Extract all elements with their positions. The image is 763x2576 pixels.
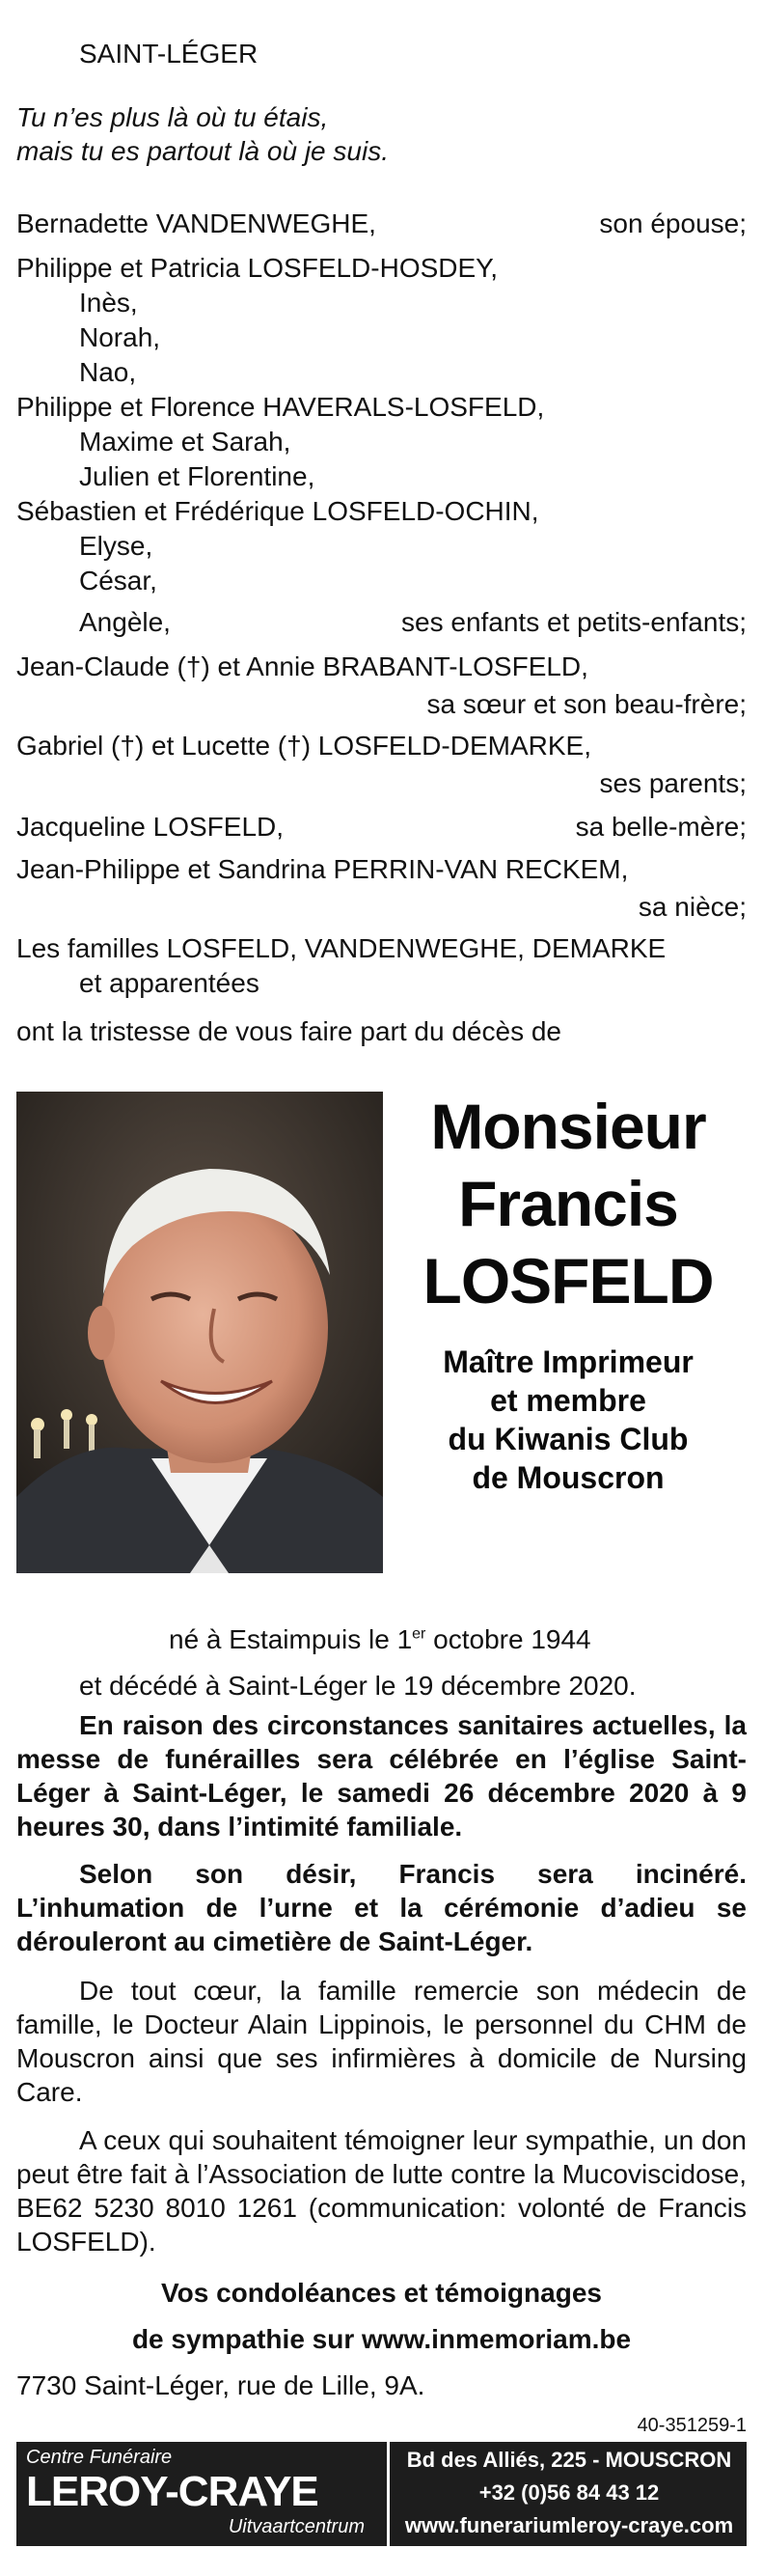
funeral-home-footer <box>16 2442 747 2546</box>
family-name: Philippe et Patricia LOSFELD-HOSDEY, <box>16 253 499 283</box>
footer-divider <box>387 2442 390 2546</box>
condolences-line-1: Vos condoléances et témoignages <box>161 2278 602 2308</box>
home-address: 7730 Saint-Léger, rue de Lille, 9A. <box>16 2370 425 2400</box>
cremation-paragraph: Selon son désir, Francis sera incinéré. L’inhumation de l’urne et la cérémonie d’adieu se dérouleront au cimetière de Saint-Léger. <box>16 1859 747 1956</box>
family-name: Julien et Florentine, <box>79 461 315 491</box>
footer-website: www.funerariumleroy-craye.com <box>404 2513 734 2537</box>
family-role: sa belle-mère; <box>575 812 747 842</box>
family-name: Norah, <box>79 322 161 352</box>
birth-suffix: octobre 1944 <box>425 1624 591 1654</box>
family-role: sa nièce; <box>638 892 747 922</box>
family-name: Maxime et Sarah, <box>79 427 291 457</box>
deceased-description: du Kiwanis Club <box>448 1422 689 1456</box>
death-line: et décédé à Saint-Léger le 19 décembre 2020. <box>79 1671 637 1701</box>
family-name: Les familles LOSFELD, VANDENWEGHE, DEMARKE <box>16 933 667 963</box>
announcement: ont la tristesse de vous faire part du décès de <box>16 1016 561 1046</box>
family-name: César, <box>79 566 157 596</box>
family-name: et apparentées <box>79 968 259 998</box>
birth-line <box>169 1626 591 1653</box>
thanks-paragraph: De tout cœur, la famille remercie son médecin de famille, le Docteur Alain Lippinois, le personnel du CHM de Mouscron ainsi que ses infirmières à domicile de Nursing Care. <box>16 1976 747 2107</box>
family-name: Inès, <box>79 288 138 318</box>
deceased-last-name: LOSFELD <box>422 1245 714 1316</box>
funeral-paragraph: En raison des circonstances sanitaires actuelles, la messe de funérailles sera célébrée en l’église Saint-Léger à Saint-Léger, le samedi 26 décembre 2020 à 9 heures 30, dans l’intimité familiale. <box>16 1710 747 1842</box>
condolences-line-2: de sympathie sur www.inmemoriam.be <box>131 2324 632 2354</box>
family-role: sa sœur et son beau-frère; <box>426 689 747 719</box>
quote-line-1: Tu n’es plus là où tu étais, <box>16 102 329 132</box>
family-role: ses parents; <box>599 768 747 798</box>
family-name: Angèle, <box>79 607 171 637</box>
family-name: Bernadette VANDENWEGHE, <box>16 208 376 238</box>
deceased-description: et membre <box>490 1383 646 1418</box>
family-name: Gabriel (†) et Lucette (†) LOSFELD-DEMARKE, <box>16 731 591 761</box>
portrait-photo <box>16 1092 383 1573</box>
family-name: Nao, <box>79 357 137 387</box>
family-name: Elyse, <box>79 531 153 561</box>
deceased-description: Maître Imprimeur <box>443 1344 694 1379</box>
footer-street: Bd des Alliés, 225 - MOUSCRON <box>406 2448 732 2472</box>
family-name: Jean-Philippe et Sandrina PERRIN-VAN RECKEM, <box>16 854 629 884</box>
portrait-illustration <box>16 1092 383 1573</box>
birth-sup: er <box>412 1625 426 1643</box>
family-role: son épouse; <box>599 208 747 238</box>
footer-phone: +32 (0)56 84 43 12 <box>478 2480 660 2505</box>
family-name: Philippe et Florence HAVERALS-LOSFELD, <box>16 392 545 422</box>
family-name: Jacqueline LOSFELD, <box>16 812 285 842</box>
donation-paragraph: A ceux qui souhaitent témoigner leur sympathie, un don peut être fait à l’Association de lutte contre la Mucoviscidose, BE62 5230 8010 1261 (communication: volonté de Francis LOSFELD). <box>16 2125 747 2257</box>
footer-subtitle-bottom: Uitvaartcentrum <box>228 2516 365 2537</box>
deceased-first-name: Francis <box>458 1168 678 1239</box>
footer-brand: LEROY-CRAYE <box>26 2468 318 2515</box>
quote-line-2: mais tu es partout là où je suis. <box>16 136 389 166</box>
family-name: Sébastien et Frédérique LOSFELD-OCHIN, <box>16 496 539 526</box>
birth-prefix: né à Estaimpuis le 1 <box>169 1624 413 1654</box>
footer-subtitle-top: Centre Funéraire <box>26 2447 173 2468</box>
reference-number: 40-351259-1 <box>637 2415 747 2436</box>
deceased-title: Monsieur <box>430 1091 706 1162</box>
deceased-description: de Mouscron <box>472 1460 665 1495</box>
family-name: Jean-Claude (†) et Annie BRABANT-LOSFELD, <box>16 651 588 681</box>
location-header: SAINT-LÉGER <box>79 39 259 69</box>
family-role: ses enfants et petits-enfants; <box>401 607 747 637</box>
